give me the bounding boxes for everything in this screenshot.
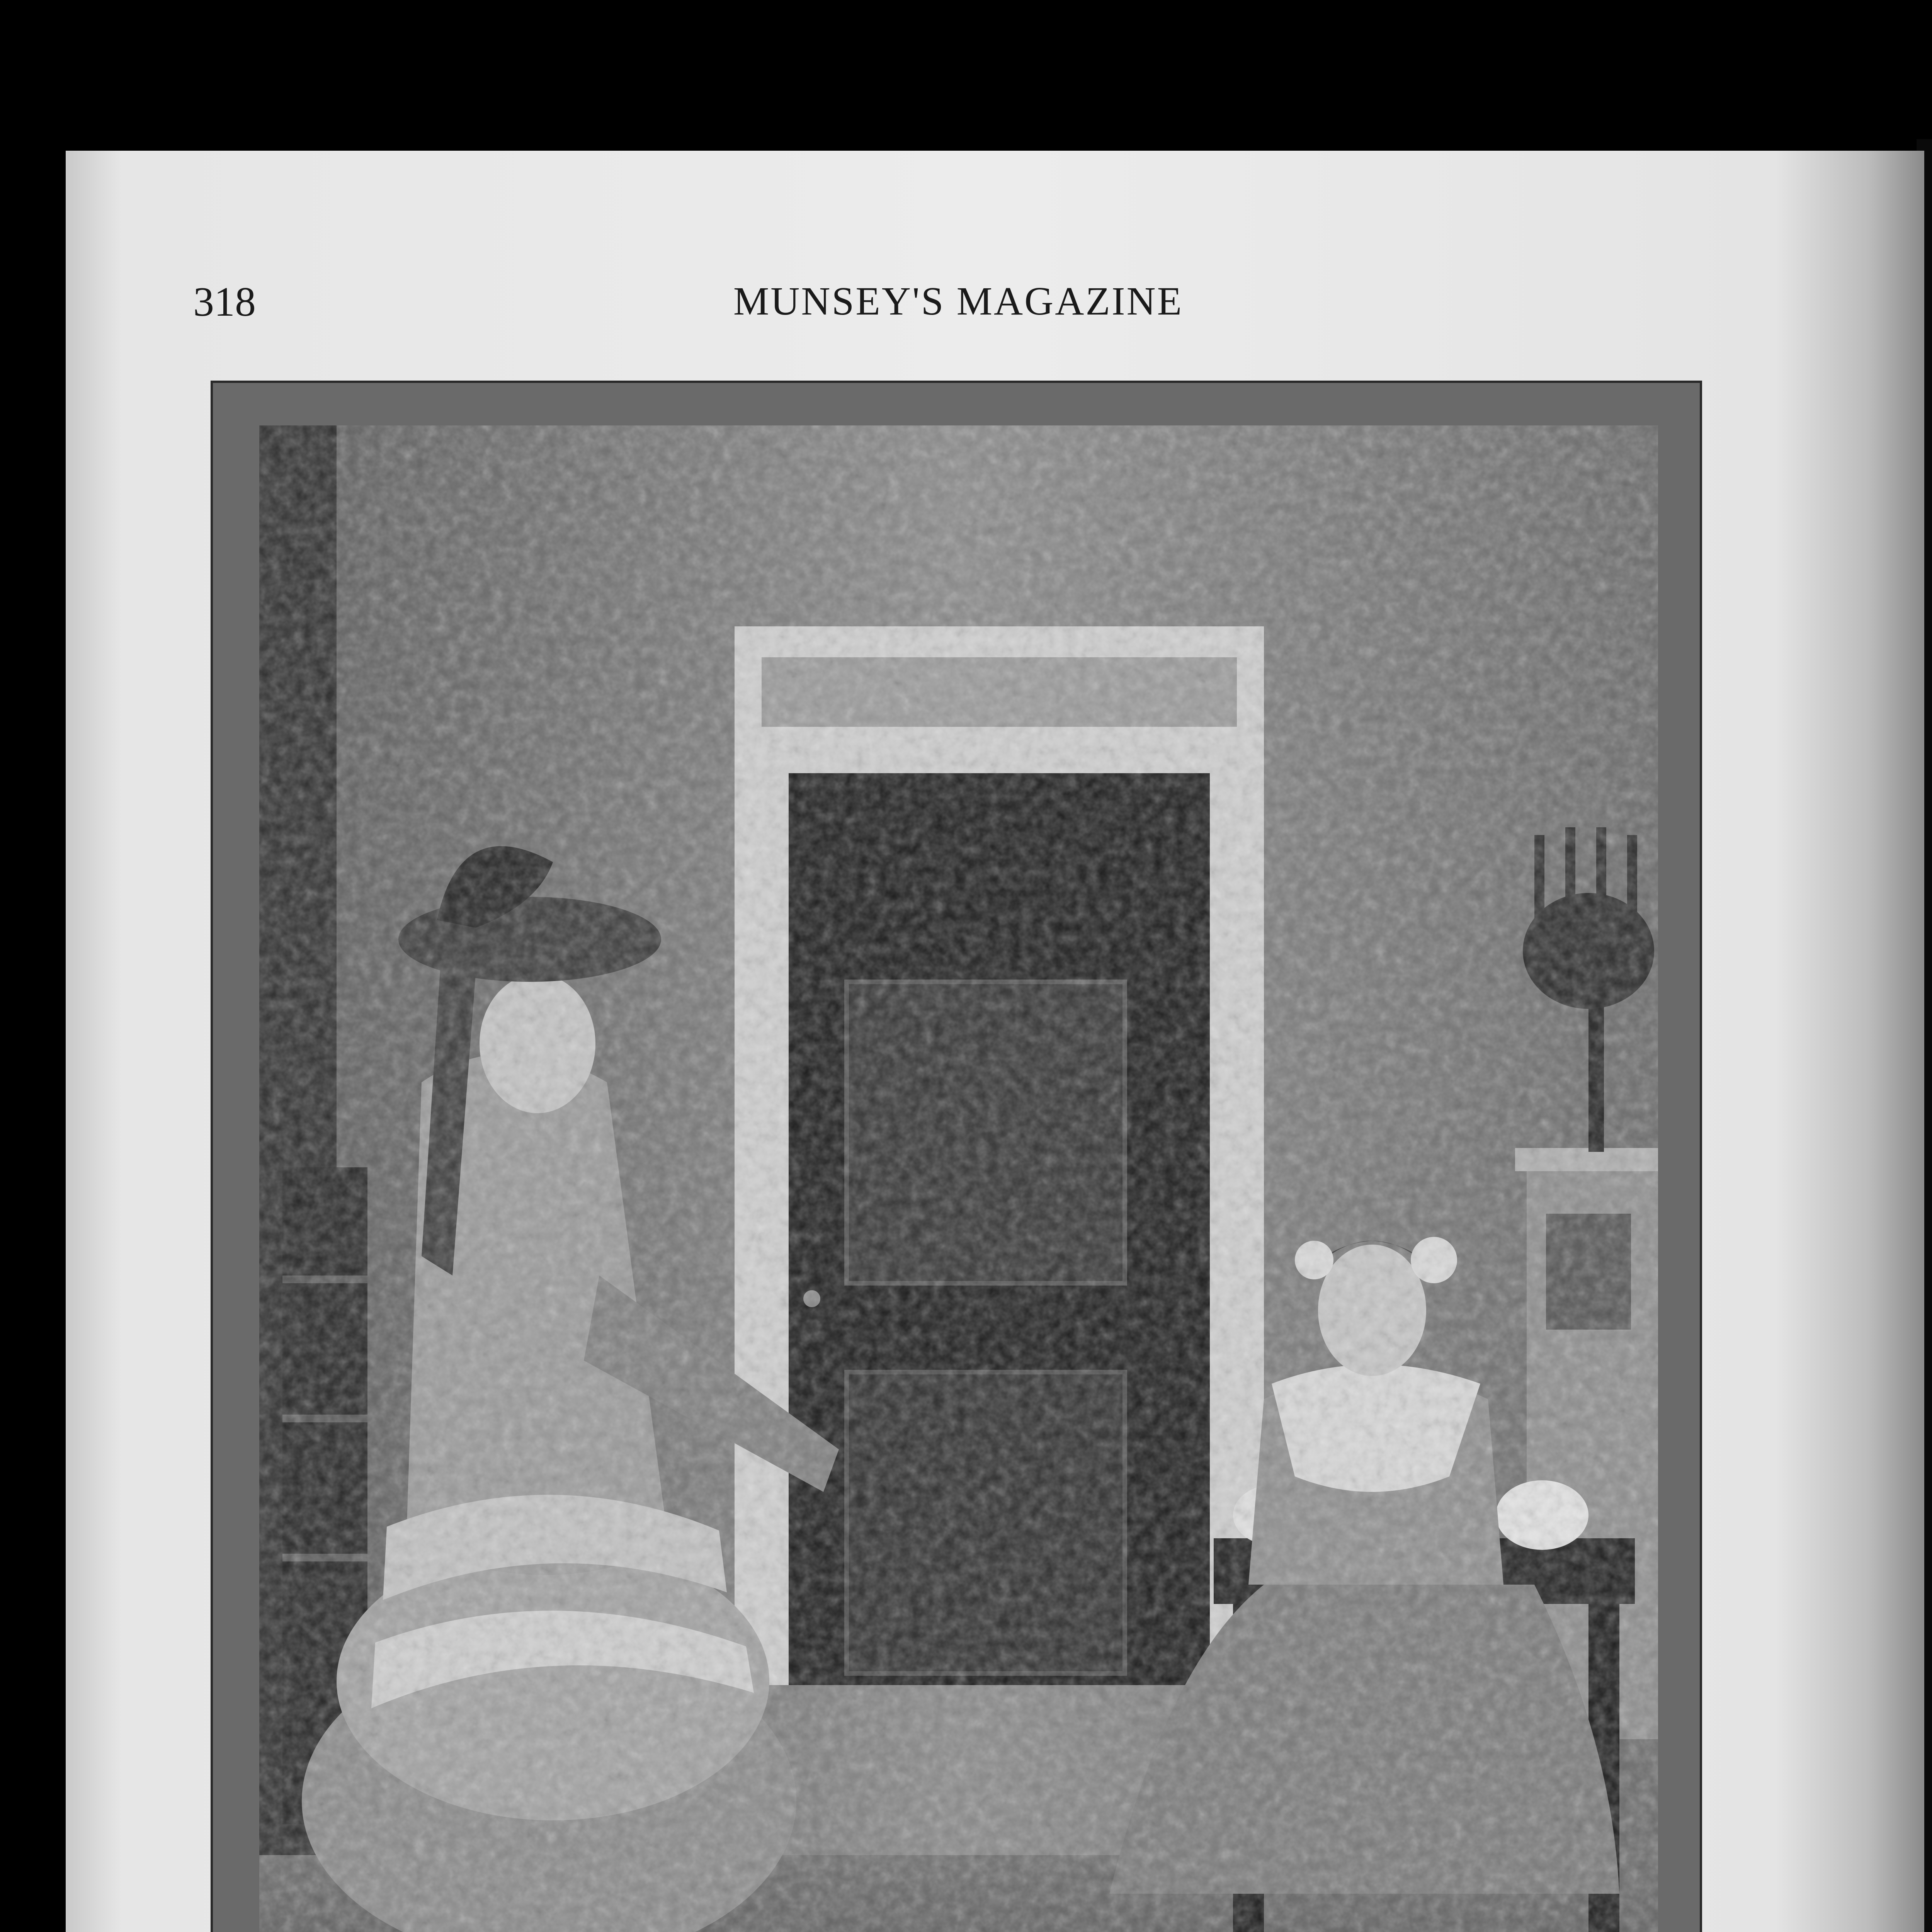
running-head — [193, 278, 1723, 332]
magazine-title: MUNSEY'S MAGAZINE — [733, 279, 1184, 323]
page-number: 318 — [193, 279, 256, 325]
photograph-frame — [211, 381, 1702, 1932]
stage-photograph — [259, 425, 1658, 1932]
